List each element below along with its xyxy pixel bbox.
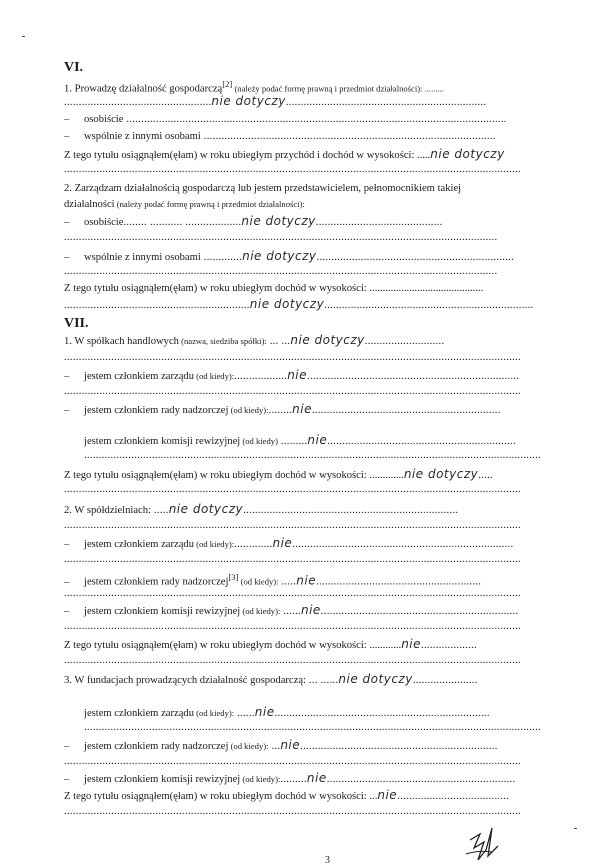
vi-2-jointly-cont[interactable]: ................................................................................................................................................... [64, 266, 498, 277]
vi-1-income-cont[interactable]: ........................................................................................................................................................... [64, 164, 522, 175]
signature [458, 820, 518, 865]
vii-1-board-cont[interactable]: ........................................................................................................................................................... [64, 386, 522, 397]
handwritten-answer: nie dotyczy [211, 95, 286, 108]
vi-1-jointly[interactable]: – wspólnie z innymi osobami ................................................................................................... [64, 131, 496, 142]
section-vi-heading: VI. [64, 60, 84, 75]
handwritten-answer: nie [296, 573, 317, 588]
handwritten-answer: nie dotyczy [168, 503, 244, 516]
vii-2-audit[interactable]: – jestem członkiem komisji rewizyjnej (od kiedy): ......nie................................................................... [64, 604, 519, 617]
page-number: 3 [325, 855, 330, 866]
handwritten-answer: nie dotyczy [249, 298, 325, 311]
vii-2-audit-cont[interactable]: ........................................................................................................................................................... [64, 621, 522, 632]
vi-1-personal[interactable]: – osobiście ................................................................................................................................. [64, 114, 507, 125]
handwritten-answer: nie [307, 434, 328, 447]
vi-2-question: 2. Zarządzam działalnością gospodarczą lub jestem przedstawicielem, pełnomocnikiem takiej [64, 183, 462, 194]
vii-3-board[interactable]: jestem członkiem zarządu (od kiedy): ......nie......................................................................... [84, 706, 490, 719]
vii-2-income[interactable]: Z tego tytułu osiągnąłem(ęłam) w roku ubiegłym dochód w wysokości: ............nie................... [64, 638, 478, 651]
handwritten-answer: nie [401, 638, 422, 651]
handwritten-answer: nie [300, 604, 321, 617]
vii-2-supervisory-cont[interactable]: ........................................................................................................................................................... [64, 588, 522, 599]
section-vii-heading: VII. [64, 316, 89, 331]
scan-mark [574, 828, 577, 829]
vii-2-income-cont[interactable]: ........................................................................................................................................................... [64, 655, 522, 666]
handwritten-answer: nie [377, 789, 398, 802]
vii-1-audit-cont[interactable]: ........................................................................................................................................................... [84, 450, 542, 461]
handwritten-answer: nie [287, 369, 308, 382]
vii-3-board-cont[interactable]: ........................................................................................................................................................... [84, 722, 542, 733]
vi-2-personal-cont[interactable]: ................................................................................................................................................... [64, 232, 498, 243]
vii-1-companies[interactable]: 1. W spółkach handlowych (nazwa, siedziba spółki): ... ...nie dotyczy........................... [64, 334, 445, 347]
handwritten-answer: nie dotyczy [338, 673, 413, 686]
vi-2-question-cont: działalności (należy podać formę prawną i przedmiot działalności): [64, 199, 305, 210]
vii-1-income-cont[interactable]: ........................................................................................................................................................... [64, 484, 522, 495]
vii-3-audit[interactable]: – jestem członkiem komisji rewizyjnej (od kiedy):.........nie................................................................ [64, 772, 516, 785]
vi-1-question: 1. Prowadzę działalność gospodarczą[2] (należy podać formę prawną i przedmiot działalności): ......... [64, 79, 444, 95]
handwritten-answer: nie dotyczy [241, 215, 316, 228]
vii-3-income-cont[interactable]: ........................................................................................................................................................... [64, 806, 522, 817]
vi-2-jointly[interactable]: – wspólnie z innymi osobami .............nie dotyczy................................................................... [64, 250, 515, 263]
vi-2-personal[interactable]: – osobiście........ ........... ...................nie dotyczy........................................... [64, 215, 443, 228]
handwritten-answer: nie dotyczy [403, 468, 479, 481]
vii-2-board[interactable]: – jestem członkiem zarządu (od kiedy):.............nie........................................................................... [64, 537, 514, 550]
handwritten-answer: nie [254, 706, 275, 719]
vii-2-supervisory[interactable]: – jestem członkiem rady nadzorczej[3] (od kiedy): .....nie........................................................ [64, 572, 482, 588]
handwritten-answer: nie dotyczy [430, 148, 505, 161]
vii-1-supervisory[interactable]: – jestem członkiem rady nadzorczej (od kiedy):........nie................................................................ [64, 403, 501, 416]
vii-3-supervisory[interactable]: – jestem członkiem rady nadzorczej (od kiedy): ...nie................................................................... [64, 739, 498, 752]
vii-3-supervisory-cont[interactable]: ........................................................................................................................................................... [64, 756, 522, 767]
vii-1-audit[interactable]: jestem członkiem komisji rewizyjnej (od kiedy) .........nie................................................................ [84, 434, 516, 447]
vi-1-income[interactable]: Z tego tytułu osiągnąłem(ęłam) w roku ubiegłym przychód i dochód w wysokości: .....nie dotyczy [64, 148, 505, 161]
vii-2-coops-cont[interactable]: ........................................................................................................................................................... [64, 520, 522, 531]
handwritten-answer: nie [292, 403, 312, 416]
vii-1-income[interactable]: Z tego tytułu osiągnąłem(ęłam) w roku ubiegłym dochód w wysokości: .............nie dotyczy..... [64, 468, 493, 481]
vi-1-answer[interactable]: ..................................................nie dotyczy.................................................................... [64, 95, 487, 108]
vii-2-board-cont[interactable]: ........................................................................................................................................................... [64, 554, 522, 565]
vii-3-income[interactable]: Z tego tytułu osiągnąłem(ęłam) w roku ubiegłym dochód w wysokości: ...nie...................................... [64, 789, 510, 802]
handwritten-answer: nie dotyczy [290, 334, 365, 347]
vii-1-board[interactable]: – jestem członkiem zarządu (od kiedy):..................nie........................................................................ [64, 369, 520, 382]
vii-3-foundations[interactable]: 3. W fundacjach prowadzących działalność gospodarczą: ... ......nie dotyczy...................... [64, 673, 478, 686]
vii-1-companies-cont[interactable]: ........................................................................................................................................................... [64, 352, 522, 363]
handwritten-answer: nie dotyczy [242, 250, 317, 263]
vii-2-coops[interactable]: 2. W spółdzielniach: .....nie dotyczy......................................................................... [64, 503, 459, 516]
scan-mark [22, 36, 25, 37]
handwritten-answer: nie [306, 772, 327, 785]
handwritten-answer: nie [272, 537, 293, 550]
handwritten-answer: nie [280, 739, 301, 752]
vi-2-income[interactable]: Z tego tytułu osiągnąłem(ęłam) w roku ubiegłym dochód w wysokości: ........................................... [64, 283, 484, 294]
vi-2-income-cont[interactable]: ...............................................................nie dotyczy....................................................................... [64, 298, 534, 311]
